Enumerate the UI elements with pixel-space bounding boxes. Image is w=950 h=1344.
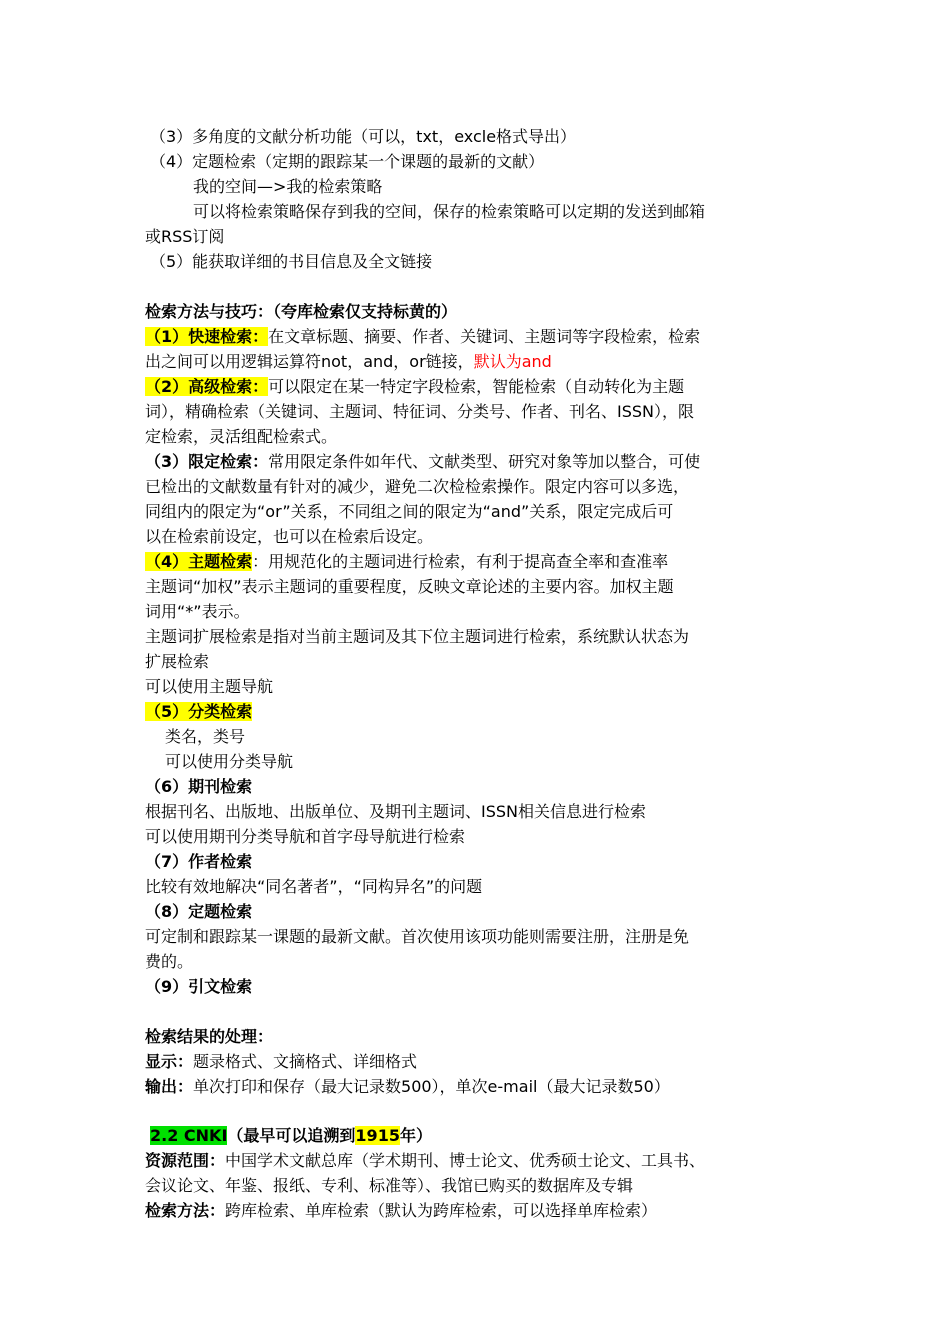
text-line bbox=[145, 450, 815, 474]
text-line: 可定制和跟踪某一课题的最新文献。首次使用该项功能则需要注册，注册是免 bbox=[145, 927, 690, 946]
section-heading: 检索方法与技巧：（夸库检索仅支持标黄的） bbox=[145, 302, 458, 321]
text-line: 同组内的限定为“or”关系，不同组之间的限定为“and”关系，限定完成后可 bbox=[145, 502, 674, 521]
bold-label: （3）限定检索： bbox=[145, 452, 269, 471]
bold-label: 输出： bbox=[145, 1077, 194, 1096]
text-line bbox=[145, 1149, 815, 1173]
text-line: 主题词扩展检索是指对当前主题词及其下位主题词进行检索，系统默认状态为 bbox=[145, 627, 690, 646]
text-span: 在文章标题、摘要、作者、关键词、主题词等字段检索，检索 bbox=[268, 327, 701, 346]
bold-label: 资源范围： bbox=[145, 1151, 226, 1170]
text-line bbox=[145, 1075, 815, 1099]
text-line: 以在检索前设定，也可以在检索后设定。 bbox=[145, 527, 434, 546]
text-line: （3）多角度的文献分析功能（可以，txt，excle格式导出） bbox=[150, 127, 577, 146]
text-line: 类名，类号 bbox=[165, 727, 246, 746]
highlight-year: 1915 bbox=[355, 1126, 400, 1145]
text-span: 可以限定在某一特定字段检索，智能检索（自动转化为主题 bbox=[268, 377, 685, 396]
bold-label: （8）定题检索 bbox=[145, 902, 253, 921]
text-span: 出之间可以用逻辑运算符not，and，or链接， bbox=[145, 352, 474, 371]
bold-label: （9）引文检索 bbox=[145, 977, 253, 996]
text-line bbox=[145, 700, 815, 724]
bold-label: 显示： bbox=[145, 1052, 194, 1071]
text-span: 单次打印和保存（最大记录数500），单次e-mail（最大记录数50） bbox=[193, 1077, 670, 1096]
text-line: 根据刊名、出版地、出版单位、及期刊主题词、ISSN相关信息进行检索 bbox=[145, 802, 647, 821]
bold-label: 检索方法： bbox=[145, 1201, 226, 1220]
text-line: 会议论文、年鉴、报纸、专利、标准等）、我馆已购买的数据库及专辑 bbox=[145, 1176, 634, 1195]
text-line: （4）定题检索（定期的跟踪某一个课题的最新的文献） bbox=[150, 152, 545, 171]
bold-label: （7）作者检索 bbox=[145, 852, 253, 871]
text-span: 跨库检索、单库检索（默认为跨库检索，可以选择单库检索） bbox=[225, 1201, 658, 1220]
text-line bbox=[145, 375, 815, 399]
text-line: 可以使用主题导航 bbox=[145, 677, 274, 696]
text-line bbox=[145, 1050, 815, 1074]
text-line: 我的空间—>我的检索策略 bbox=[193, 177, 383, 196]
text-span: 中国学术文献总库（学术期刊、博士论文、优秀硕士论文、工具书、 bbox=[225, 1151, 706, 1170]
text-span: ：用规范化的主题词进行检索，有利于提高查全率和查准率 bbox=[252, 552, 669, 571]
highlight-label: （5）分类检索 bbox=[145, 702, 253, 721]
text-line bbox=[145, 350, 815, 374]
highlight-label: （1）快速检索： bbox=[145, 327, 269, 346]
text-line: 费的。 bbox=[145, 952, 194, 971]
text-line: 词用“*”表示。 bbox=[145, 602, 250, 621]
text-line: 可以使用分类导航 bbox=[165, 752, 294, 771]
text-line bbox=[145, 550, 815, 574]
text-line: （5）能获取详细的书目信息及全文链接 bbox=[150, 252, 433, 271]
text-line: 主题词“加权”表示主题词的重要程度，反映文章论述的主要内容。加权主题 bbox=[145, 577, 674, 596]
bold-label: （6）期刊检索 bbox=[145, 777, 253, 796]
text-line: 扩展检索 bbox=[145, 652, 210, 671]
text-span: （最早可以追溯到 bbox=[227, 1126, 356, 1145]
text-line: 词），精确检索（关键词、主题词、特征词、分类号、作者、刊名、ISSN），限 bbox=[145, 402, 695, 421]
highlight-label: （4）主题检索 bbox=[145, 552, 253, 571]
text-line: 比较有效地解决“同名著者”，“同构异名”的问题 bbox=[145, 877, 483, 896]
text-span: 常用限定条件如年代、文献类型、研究对象等加以整合，可使 bbox=[268, 452, 701, 471]
text-line: 定检索，灵活组配检索式。 bbox=[145, 427, 338, 446]
section-heading: 检索结果的处理： bbox=[145, 1027, 274, 1046]
red-text: 默认为and bbox=[473, 352, 552, 371]
text-span: 年） bbox=[399, 1126, 432, 1145]
highlight-label: （2）高级检索： bbox=[145, 377, 269, 396]
text-span: 题录格式、文摘格式、详细格式 bbox=[193, 1052, 418, 1071]
text-line bbox=[145, 325, 815, 349]
text-line: 可以使用期刊分类导航和首字母导航进行检索 bbox=[145, 827, 466, 846]
section-heading bbox=[150, 1124, 820, 1148]
text-line: 已检出的文献数量有针对的减少，避免二次检检索操作。限定内容可以多选， bbox=[145, 477, 690, 496]
text-line: 或RSS订阅 bbox=[145, 227, 225, 246]
text-line: 可以将检索策略保存到我的空间，保存的检索策略可以定期的发送到邮箱 bbox=[193, 202, 706, 221]
text-line bbox=[145, 1199, 815, 1223]
green-highlight: 2.2 CNKI bbox=[150, 1126, 228, 1145]
